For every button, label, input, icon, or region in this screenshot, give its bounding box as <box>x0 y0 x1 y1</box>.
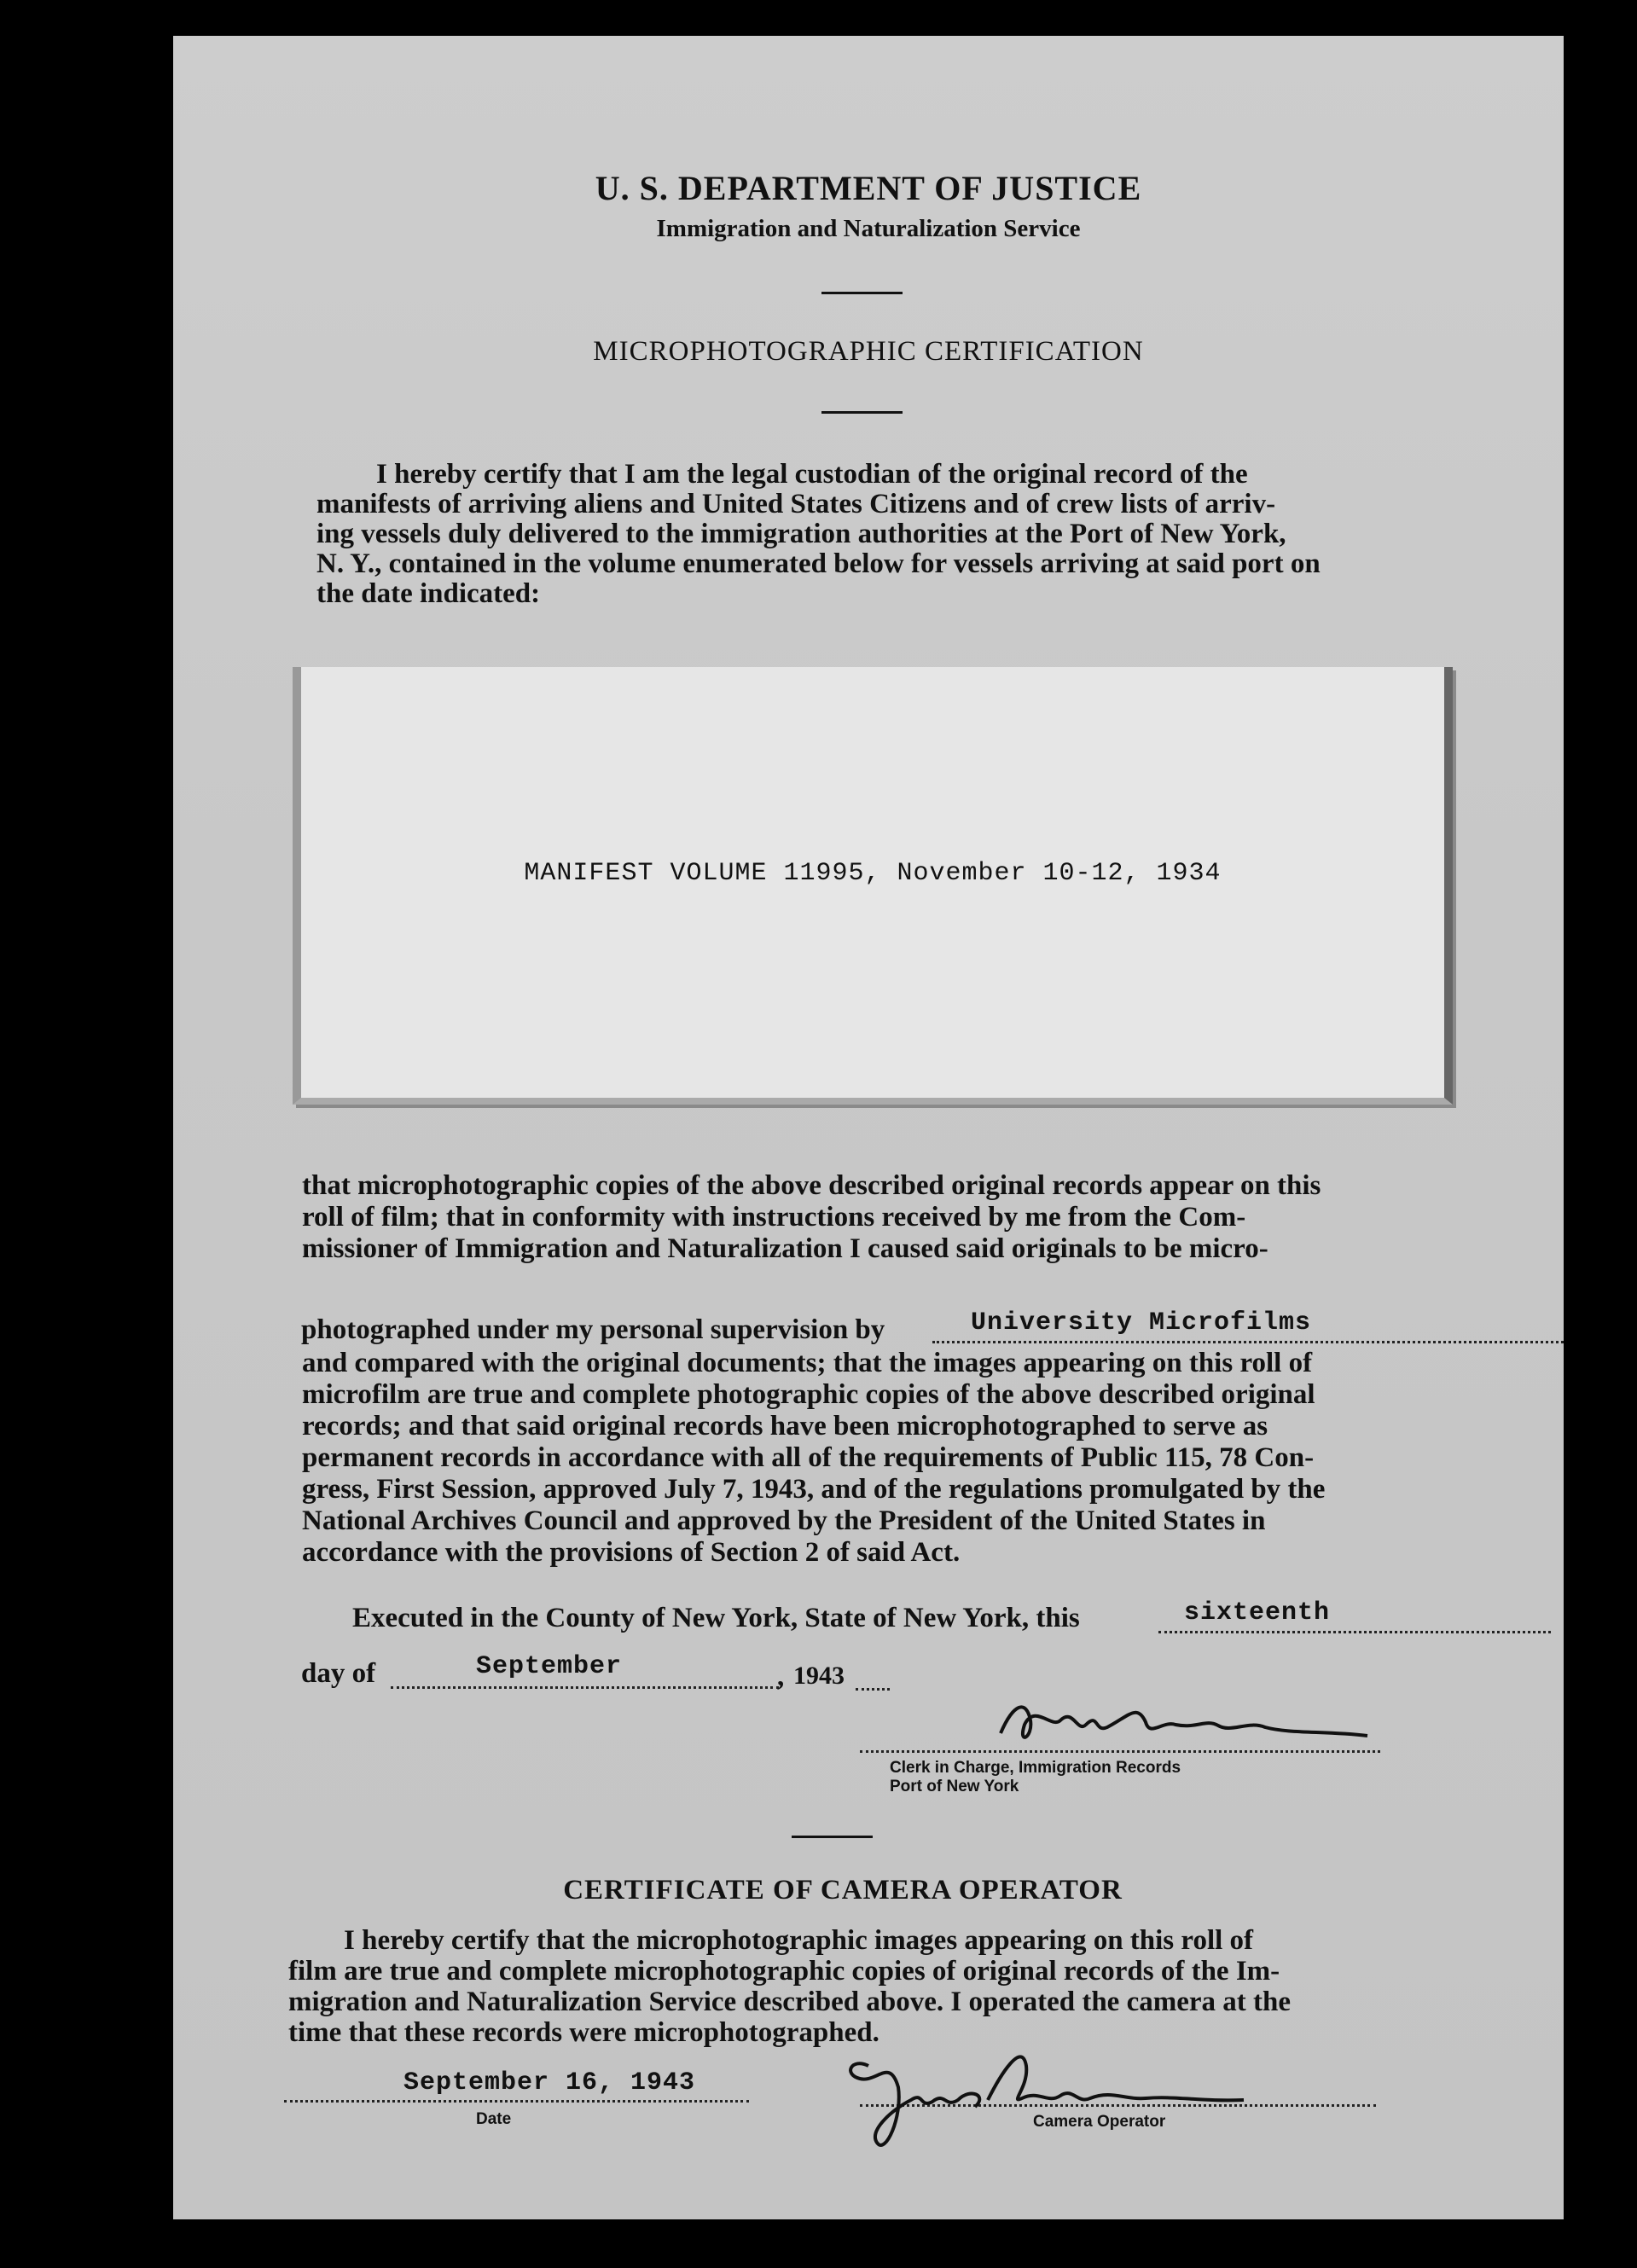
supervisor-value: University Microfilms <box>971 1308 1312 1337</box>
body-paragraph-a: that microphotographic copies of the above described original records appear on this roll of film; that in conformity with instructions received by me from the Com- missioner of Immigration and Naturalization I caused said originals to be micro- <box>302 1170 1321 1264</box>
volume-label <box>293 667 1453 1105</box>
divider-second <box>821 411 903 414</box>
operator-signature <box>817 2006 1261 2168</box>
date-line <box>284 2100 749 2103</box>
divider-third <box>792 1836 873 1838</box>
department-heading: U. S. DEPARTMENT OF JUSTICE <box>595 169 1142 207</box>
body-paragraph-b: and compared with the original documents; that the images appearing on this roll of microfilm are true and complete photographic copies of the above described original records; and that said original records have been microphotographed to serve as permanent records in accordance with all of the requirements of Public 115, 78 Con- gress, First Session, approved July 7, 1943, and of the regulations promulgated by the National Archives Council and approved by the President of the United States in accordance with the provisions of Section 2 of said Act. <box>302 1348 1326 1568</box>
divider-top <box>821 292 903 294</box>
executed-day-value: sixteenth <box>1184 1598 1331 1627</box>
certification-title: MICROPHOTOGRAPHIC CERTIFICATION <box>593 336 1144 367</box>
day-of-label: day of <box>301 1658 376 1689</box>
date-value: September 16, 1943 <box>403 2068 696 2097</box>
intro-paragraph: I hereby certify that I am the legal custodian of the original record of the manifests of arriving aliens and United States Citizens and of crew lists of arriv- ing vessels duly delivered to the immigration authorities at the Port of New York, N. Y., contained in the volume enumerated below for vessels arriving at said port on the date indicated: <box>316 459 1321 609</box>
operator-label: Camera Operator <box>1033 2113 1166 2131</box>
supervisor-line <box>932 1341 1564 1343</box>
clerk-title-1: Clerk in Charge, Immigration Records <box>890 1759 1181 1777</box>
camera-paragraph: I hereby certify that the microphotographic images appearing on this roll of film are true and complete microphotographic copies of original records of the Im- migration and Naturalization Service described above. I operated the camera at the time that these records were microphotographed. <box>288 1925 1291 2048</box>
month-value: September <box>476 1652 623 1681</box>
certificate-sheet: U. S. DEPARTMENT OF JUSTICE Immigration and Naturalization Service MICROPHOTOGRAPHIC CERTIFICATION I hereby certify that I am the legal custodian of the original record of the manifests of arriving aliens and United States Citizens and of crew lists of arriv- ing vessels duly delivered to the immigration authorities at the Port of New York, N. Y., contained in the volume enumerated below for vessels arriving at said port on the date indicated: MANIFEST VOLUME 11995, November 10-12, 1934 that microphotographic copies of the above described original records appear on this roll of film; that in conformity with instructions received by me from the Com- missioner of Immigration and Naturalization I caused said originals to be micro- photographed under my personal supervision by University Microfilms and compared with the original documents; that the images appearing on this roll of microfilm are true and complete photographic copies of the above described original records; and that said original records have been microphotographed to serve as permanent records in accordance with all of the requirements of Public 115, 78 Con- gress, First Session, approved July 7, 1943, and of the regulations promulgated by the National Archives Council and approved by the President of the United States in accordance with the provisions of Section 2 of said Act. Executed in the County of New York, State of New York, this sixteenth day of September , 1943 Clerk in Charge, Immigration Records Port of New York CERTIFICATE OF CAMERA OPERATOR I hereby certify that the microphotographic images appearing on this roll of film are true and complete microphotographic copies of original records of the Im- migration and Naturalization Service described above. I operated the camera at the time that these records were microphotographed. September 16, 1943 Date Camera Operator <box>173 36 1564 2219</box>
executed-day-line <box>1158 1631 1551 1633</box>
year-value: 1943 <box>793 1662 845 1690</box>
supervision-prefix: photographed under my personal supervision by <box>301 1314 885 1345</box>
date-label: Date <box>476 2110 512 2128</box>
executed-prefix: Executed in the County of New York, State of New York, this <box>352 1603 1080 1633</box>
clerk-title-2: Port of New York <box>890 1778 1019 1795</box>
camera-heading: CERTIFICATE OF CAMERA OPERATOR <box>563 1875 1123 1905</box>
month-line <box>391 1686 779 1689</box>
service-subheading: Immigration and Naturalization Service <box>656 215 1081 242</box>
year-dots <box>856 1688 890 1691</box>
clerk-signature <box>992 1686 1393 1759</box>
volume-label-text: MANIFEST VOLUME 11995, November 10-12, 1934 <box>524 859 1222 888</box>
